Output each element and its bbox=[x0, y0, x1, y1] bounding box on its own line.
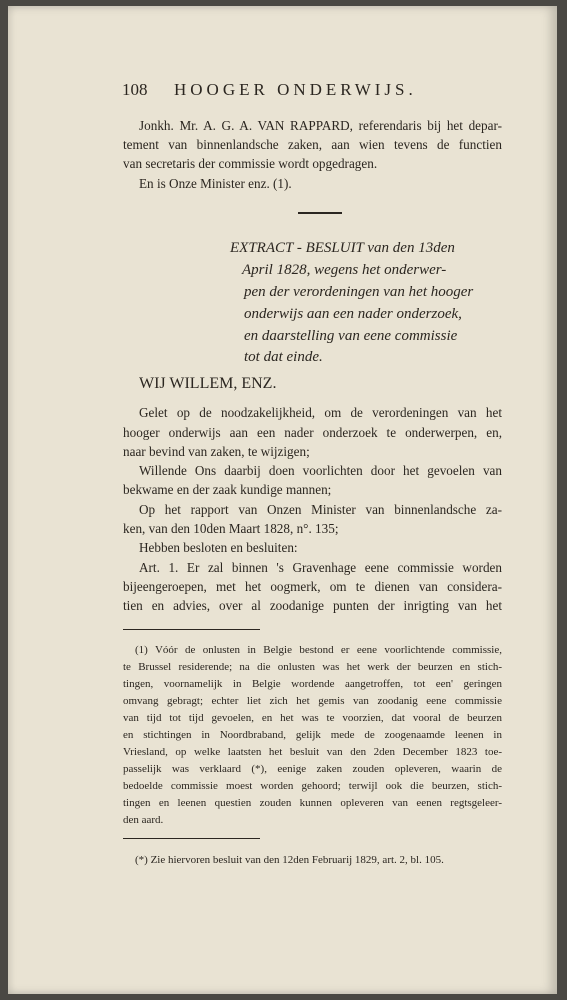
footnote-line: passelijk was verklaard (*), eenige zaken zouden opleveren, waarin de bbox=[123, 763, 502, 775]
body-line: bekwame en der zaak kundige mannen; bbox=[123, 482, 332, 497]
body-line: ken, van den 10den Maart 1828, n°. 135; bbox=[123, 521, 339, 536]
footnote-line: den aard. bbox=[123, 814, 164, 826]
body-line: Op het rapport van Onzen Minister van binnenlandsche za- bbox=[139, 502, 502, 517]
extract-title-line: April 1828, wegens het onderwer- bbox=[242, 262, 447, 278]
extract-title-line: EXTRACT - BESLUIT van den 13den bbox=[230, 240, 455, 256]
section-divider bbox=[298, 212, 342, 214]
footnote-line: bedoelde commissie moest worden gehoord; terwijl ook die beurzen, stich- bbox=[123, 780, 502, 792]
intro-line: En is Onze Minister enz. (1). bbox=[139, 176, 292, 191]
footnote-line: Vriesland, op welke laatsten het besluit van den 2den December 1823 toe- bbox=[123, 746, 502, 758]
footnote-line: (1) Vóór de onlusten in Belgie bestond er eene voorlichtende commissie, bbox=[135, 644, 502, 656]
footnote-line: en stichtingen in Noordbraband, gelijk mede de zoogenaamde leenen in bbox=[123, 729, 502, 741]
extract-title-line: tot dat einde. bbox=[244, 349, 323, 365]
body-line: Willende Ons daarbij doen voorlichten door het gevoelen van bbox=[139, 463, 502, 478]
footnote-line: van tijd tot tijd gevoelen, en het was te voorzien, dat vooral de beurzen bbox=[123, 712, 502, 724]
footnote-rule bbox=[123, 838, 260, 839]
intro-line: tement van binnenlandsche zaken, aan wien tevens de functien bbox=[123, 137, 502, 152]
page-number: 108 bbox=[122, 80, 148, 99]
footnote-line: (*) Zie hiervoren besluit van den 12den Februarij 1829, art. 2, bl. 105. bbox=[135, 854, 444, 866]
footnote-line: tingen en leenen questien zouden kunnen opleveren van eenen regtsgeleer- bbox=[123, 797, 502, 809]
running-head: HOOGER ONDERWIJS. bbox=[174, 80, 417, 99]
body-line: hooger onderwijs aan een nader onderzoek te onderwerpen, en, bbox=[123, 425, 502, 440]
extract-title-line: pen der verordeningen van het hooger bbox=[244, 284, 474, 300]
body-line: tien en advies, over al zoodanige punten der inrigting van het bbox=[123, 598, 502, 613]
intro-line: van secretaris der commissie wordt opgedragen. bbox=[123, 156, 378, 171]
footnote-line: tingen, voornamelijk in Belgie wordende aangetroffen, tot een' geringen bbox=[123, 678, 502, 690]
body-line: naar bevind van zaken, te wijzigen; bbox=[123, 444, 310, 459]
footnote-line: omvang gebragt; echter liet zich het gemis van zoodanig eene commissie bbox=[123, 695, 502, 707]
body-line: Gelet op de noodzakelijkheid, om de verordeningen van het bbox=[139, 405, 502, 420]
intro-line: Jonkh. Mr. A. G. A. VAN RAPPARD, referendaris bij het depar- bbox=[139, 118, 502, 133]
page-header bbox=[122, 80, 467, 106]
footnote-rule bbox=[123, 629, 260, 630]
salutation: WIJ WILLEM, ENZ. bbox=[139, 375, 277, 392]
footnote-line: te Brussel residerende; na die onlusten was het werk der beurzen en stich- bbox=[123, 661, 502, 673]
extract-title-line: onderwijs aan een nader onderzoek, bbox=[244, 306, 462, 322]
body-line: bijeengeroepen, met het oogmerk, om te dienen van considera- bbox=[123, 579, 502, 594]
body-line: Art. 1. Er zal binnen 's Gravenhage eene commissie worden bbox=[139, 560, 502, 575]
extract-title-line: en daarstelling van eene commissie bbox=[244, 328, 458, 344]
body-line: Hebben besloten en besluiten: bbox=[139, 540, 298, 555]
